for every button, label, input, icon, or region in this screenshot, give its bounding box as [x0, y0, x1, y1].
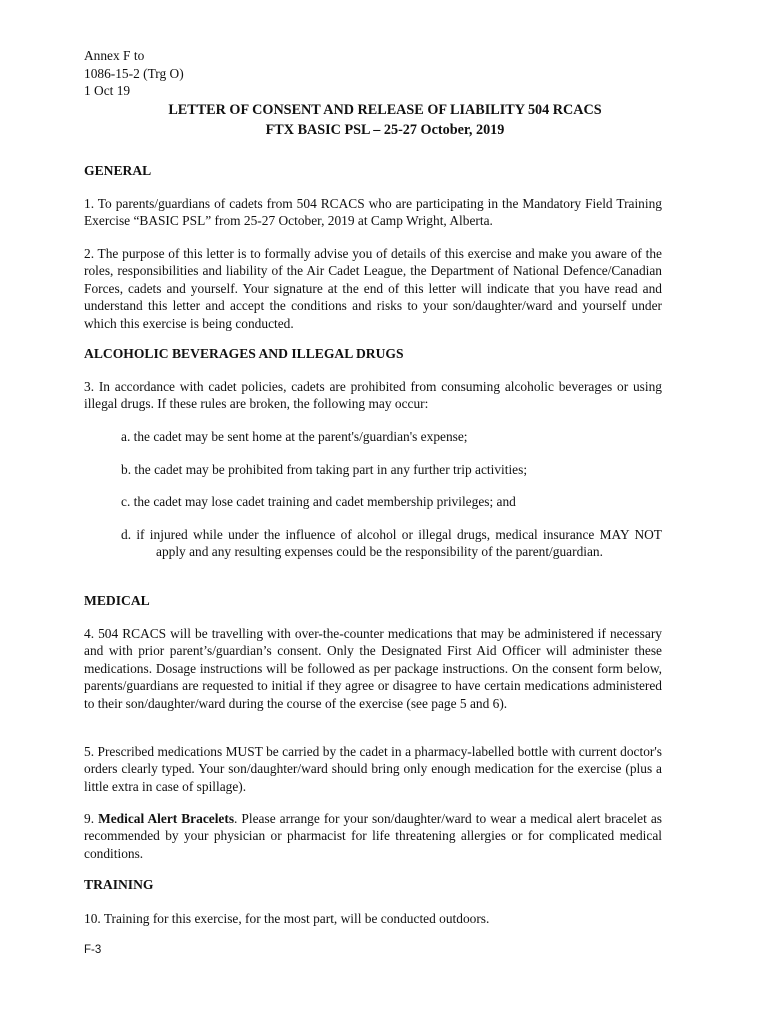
document-date: 1 Oct 19 [84, 83, 131, 98]
paragraph-5: 5. Prescribed medications MUST be carried by the cadet in a pharmacy-labelled bottle with current doctor's orders clearly typed. Your son/daughter/ward should bring only enough medication for the exercise (plus a little extra in case of spillage). [84, 744, 662, 794]
medical-alert-bracelets-label: Medical Alert Bracelets [98, 811, 235, 826]
heading-general: GENERAL [84, 163, 152, 178]
paragraph-3: 3. In accordance with cadet policies, cadets are prohibited from consuming alcoholic beverages or using illegal drugs. If these rules are broken, the following may occur: [84, 379, 662, 412]
paragraph-1: 1. To parents/guardians of cadets from 504 RCACS who are participating in the Mandatory Field Training Exercise “BASIC PSL” from 25-27 October, 2019 at Camp Wright, Alberta. [84, 196, 662, 229]
paragraph-10: 10. Training for this exercise, for the most part, will be conducted outdoors. [84, 911, 490, 926]
heading-alcohol-drugs: ALCOHOLIC BEVERAGES AND ILLEGAL DRUGS [84, 346, 404, 361]
heading-training: TRAINING [84, 877, 154, 892]
paragraph-9-number: 9. [84, 811, 99, 826]
file-reference: 1086-15-2 (Trg O) [84, 65, 184, 81]
heading-medical: MEDICAL [84, 593, 150, 608]
list-item-d: d. if injured while under the influence of alcohol or illegal drugs, medical insurance MAY NOT apply and any resulting expenses could be the responsibility of the parent/guardian. [121, 527, 662, 560]
annex-reference [84, 47, 184, 100]
page-number: F-3 [84, 944, 102, 956]
paragraph-4: 4. 504 RCACS will be travelling with over-the-counter medications that may be administered if necessary and with prior parent’s/guardian’s consent. Only the Designated First Aid Officer will administer these medications. Dosage instructions will be followed as per package instructions. On the consent form below, parents/guardians are requested to initial if they agree or disagree to have certain medications administered to their son/daughter/ward during the course of the exercise (see page 5 and 6). [84, 626, 662, 711]
paragraph-9 [84, 810, 662, 862]
annex-line: Annex F to [84, 48, 145, 63]
list-item-c: c. the cadet may lose cadet training and cadet membership privileges; and [121, 494, 516, 509]
document-subtitle: FTX BASIC PSL – 25-27 October, 2019 [265, 122, 505, 138]
paragraph-2: 2. The purpose of this letter is to formally advise you of details of this exercise and make you aware of the roles, responsibilities and liability of the Air Cadet League, the Department of National Defence/Canadian Forces, cadets and yourself. Your signature at the end of this letter will indicate that you have read and understand this letter and accept the conditions and risks to your son/daughter/ward and yourself under which this exercise is being conducted. [84, 246, 662, 331]
paragraph-9-text: . Please arrange for your son/daughter/ward to wear a medical alert bracelet as recommended by your physician or pharmacist for life threatening allergies or for complicated medical conditions. [84, 811, 662, 861]
list-item-a: a. the cadet may be sent home at the parent's/guardian's expense; [121, 429, 468, 444]
list-item-b: b. the cadet may be prohibited from taking part in any further trip activities; [121, 462, 528, 477]
document-title: LETTER OF CONSENT AND RELEASE OF LIABILITY 504 RCACS [168, 102, 602, 118]
